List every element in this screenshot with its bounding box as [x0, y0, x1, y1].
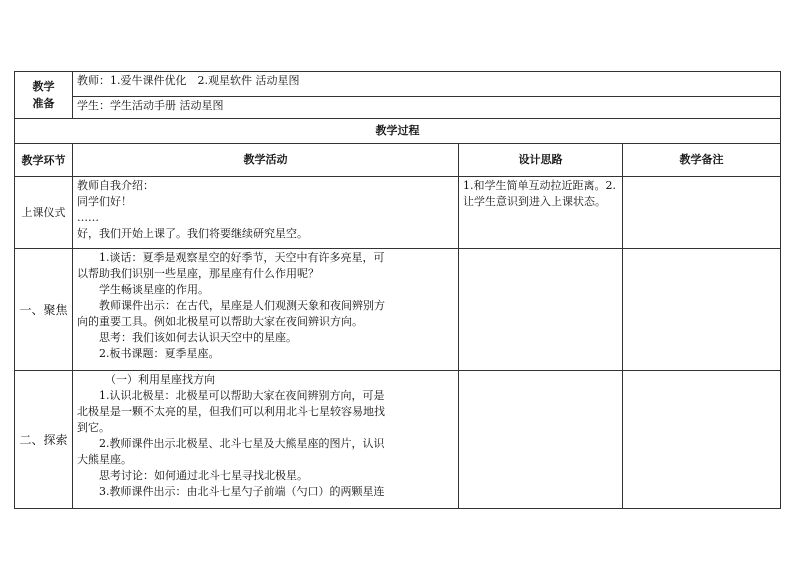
activity-explore [73, 371, 459, 509]
activity-line: 以帮助我们识别一些星座，那星座有什么作用呢？ [77, 267, 319, 280]
activity-line: 1.谈话：夏季是观察星空的好季节，天空中有许多亮星，可 [99, 251, 385, 264]
activity-line: 3.教师课件出示：由北斗七星勺子前端（勺口）的两颗星连 [99, 485, 385, 498]
header-design: 设计思路 [459, 144, 623, 177]
activity-opening [73, 177, 459, 249]
notes-explore [623, 371, 781, 509]
activity-line: 学生畅谈星座的作用。 [99, 283, 209, 296]
process-title: 教学过程 [15, 119, 781, 144]
lesson-plan-table [14, 71, 781, 509]
prep-student: 学生：学生活动手册 活动星图 [73, 97, 781, 119]
activity-line: 到它。 [77, 421, 110, 434]
header-stage: 教学环节 [15, 144, 73, 177]
notes-opening [623, 177, 781, 249]
stage-opening: 上课仪式 [15, 177, 73, 249]
activity-line: （一）利用星座找方向 [105, 373, 215, 386]
design-focus [459, 249, 623, 371]
activity-line: 北极星是一颗不太亮的星，但我们可以利用北斗七星较容易地找 [77, 405, 385, 418]
stage-focus: 一、聚焦 [15, 249, 73, 371]
activity-line: 向的重要工具。例如北极星可以帮助大家在夜间辨识方向。 [77, 315, 363, 328]
activity-line: 思考：我们该如何去认识天空中的星座。 [99, 331, 297, 344]
activity-line: 教师课件出示：在古代，星座是人们观测天象和夜间辨别方 [99, 299, 385, 312]
activity-line: …… [77, 211, 99, 224]
activity-focus [73, 249, 459, 371]
notes-focus [623, 249, 781, 371]
activity-line: 好，我们开始上课了。我们将要继续研究星空。 [77, 227, 308, 240]
activity-line: 大熊星座。 [77, 453, 132, 466]
design-explore [459, 371, 623, 509]
header-activity: 教学活动 [73, 144, 459, 177]
activity-line: 1.认识北极星：北极星可以帮助大家在夜间辨别方向，可是 [99, 389, 385, 402]
activity-line: 2.教师课件出示北极星、北斗七星及大熊星座的图片，认识 [99, 437, 385, 450]
prep-teacher: 教师：1.爱牛课件优化 2.观星软件 活动星图 [73, 72, 781, 97]
activity-line: 教师自我介绍： [77, 179, 154, 192]
activity-line: 同学们好！ [77, 195, 132, 208]
stage-explore: 二、探索 [15, 371, 73, 509]
design-opening: 1.和学生简单互动拉近距离。2.让学生意识到进入上课状态。 [459, 177, 623, 249]
header-notes: 教学备注 [623, 144, 781, 177]
activity-line: 2.板书课题：夏季星座。 [99, 347, 220, 360]
prep-label: 教学 准备 [15, 72, 73, 119]
activity-line: 思考讨论：如何通过北斗七星寻找北极星。 [99, 469, 308, 482]
